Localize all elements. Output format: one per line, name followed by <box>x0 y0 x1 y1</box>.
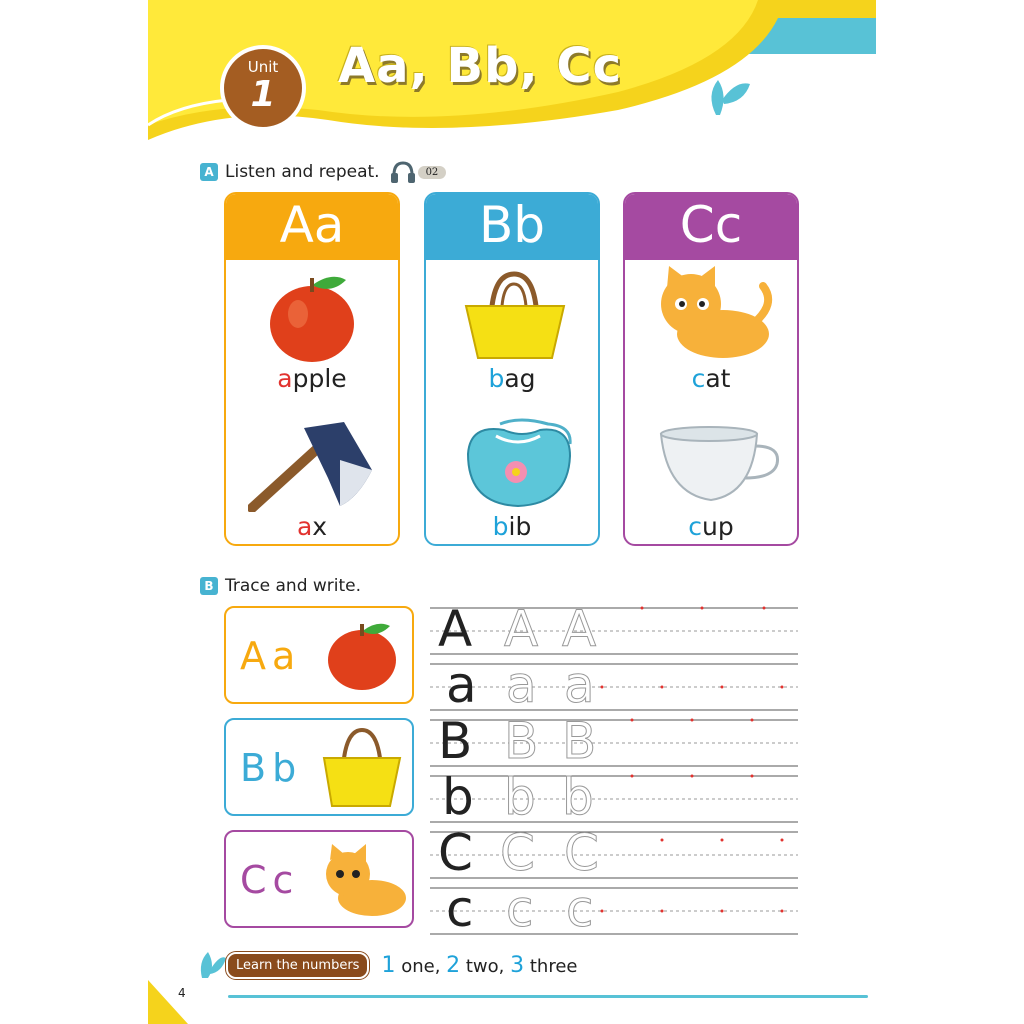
cat-icon <box>653 264 777 366</box>
apple-icon <box>324 620 400 692</box>
model-letter: c <box>446 880 474 938</box>
apple-icon <box>264 272 360 364</box>
word-cup <box>625 512 797 541</box>
word-first-letter: a <box>277 364 293 393</box>
number-digit: 3 <box>510 952 525 978</box>
trace-letter[interactable]: b <box>504 768 536 826</box>
number-word: one <box>401 955 435 977</box>
word-bag <box>426 364 598 393</box>
unit-word: Unit <box>247 58 279 76</box>
leaf-icon <box>706 70 752 120</box>
bag-icon <box>460 270 570 362</box>
ax-icon <box>248 420 378 512</box>
model-letter: b <box>442 768 474 826</box>
card-letter: Bb <box>426 194 598 260</box>
trace-box-b <box>224 718 414 816</box>
numbers-list: 1 one, 2 two, 3 three <box>381 952 578 978</box>
section-b-heading <box>200 576 361 596</box>
card-letter: Cc <box>625 194 797 260</box>
trace-box-letters: Bb <box>240 746 303 790</box>
trace-box-letters: Cc <box>240 858 300 902</box>
headphones-icon <box>390 160 416 184</box>
model-letter: A <box>438 600 473 658</box>
trace-letter[interactable]: c <box>506 880 534 938</box>
trace-letter[interactable]: b <box>562 768 594 826</box>
card-letter: Aa <box>226 194 398 260</box>
letter-card-a <box>224 192 400 546</box>
trace-letter[interactable]: C <box>564 824 599 882</box>
number-word: two <box>465 955 499 977</box>
word-rest: at <box>705 364 731 393</box>
cup-icon <box>655 424 785 508</box>
trace-letter[interactable]: A <box>562 600 597 658</box>
model-letter: a <box>446 656 477 714</box>
trace-box-letters: Aa <box>240 634 302 678</box>
learn-numbers-badge: Learn the numbers <box>226 952 369 979</box>
letter-card-c <box>623 192 799 546</box>
footer-line <box>228 995 868 998</box>
word-rest: x <box>312 512 328 541</box>
section-a-heading <box>200 160 446 184</box>
cat-icon <box>318 842 410 922</box>
page-number: 4 <box>178 986 186 1000</box>
trace-box-a <box>224 606 414 704</box>
trace-letter[interactable]: a <box>506 656 537 714</box>
trace-letter[interactable]: A <box>504 600 539 658</box>
number-digit: 1 <box>381 952 396 978</box>
unit-number: 1 <box>250 74 276 115</box>
model-letter: B <box>438 712 473 770</box>
leaf-icon <box>198 948 226 982</box>
workbook-page <box>148 0 876 1024</box>
trace-letter[interactable]: B <box>562 712 597 770</box>
letter-card-b <box>424 192 600 546</box>
audio-track[interactable] <box>390 160 447 184</box>
trace-letter[interactable]: c <box>566 880 594 938</box>
handwriting-lines <box>430 600 800 936</box>
word-first-letter: c <box>691 364 706 393</box>
word-rest: up <box>702 512 734 541</box>
section-b-label: Trace and write. <box>225 576 362 596</box>
number-digit: 2 <box>446 952 461 978</box>
word-first-letter: c <box>688 512 703 541</box>
word-first-letter: a <box>296 512 313 541</box>
section-a-label: Listen and repeat. <box>225 162 380 182</box>
word-cat <box>625 364 797 393</box>
word-rest: ib <box>508 512 532 541</box>
word-ax <box>226 512 398 541</box>
word-rest: ag <box>504 364 536 393</box>
trace-box-c <box>224 830 414 928</box>
word-apple <box>226 364 398 393</box>
number-word: three <box>529 955 578 977</box>
audio-track-number: 02 <box>418 166 447 179</box>
word-rest: pple <box>292 364 347 393</box>
trace-letter[interactable]: a <box>564 656 595 714</box>
section-b-badge: B <box>200 577 218 595</box>
bag-icon <box>318 726 404 810</box>
page-title: Aa, Bb, Cc <box>338 38 623 94</box>
unit-badge <box>220 45 306 131</box>
word-first-letter: b <box>488 364 505 393</box>
word-first-letter: b <box>492 512 509 541</box>
bib-icon <box>460 414 580 510</box>
learn-numbers-row <box>198 948 577 982</box>
section-a-badge: A <box>200 163 218 181</box>
word-bib <box>426 512 598 541</box>
trace-letter[interactable]: C <box>500 824 535 882</box>
model-letter: C <box>438 824 473 882</box>
trace-letter[interactable]: B <box>504 712 539 770</box>
